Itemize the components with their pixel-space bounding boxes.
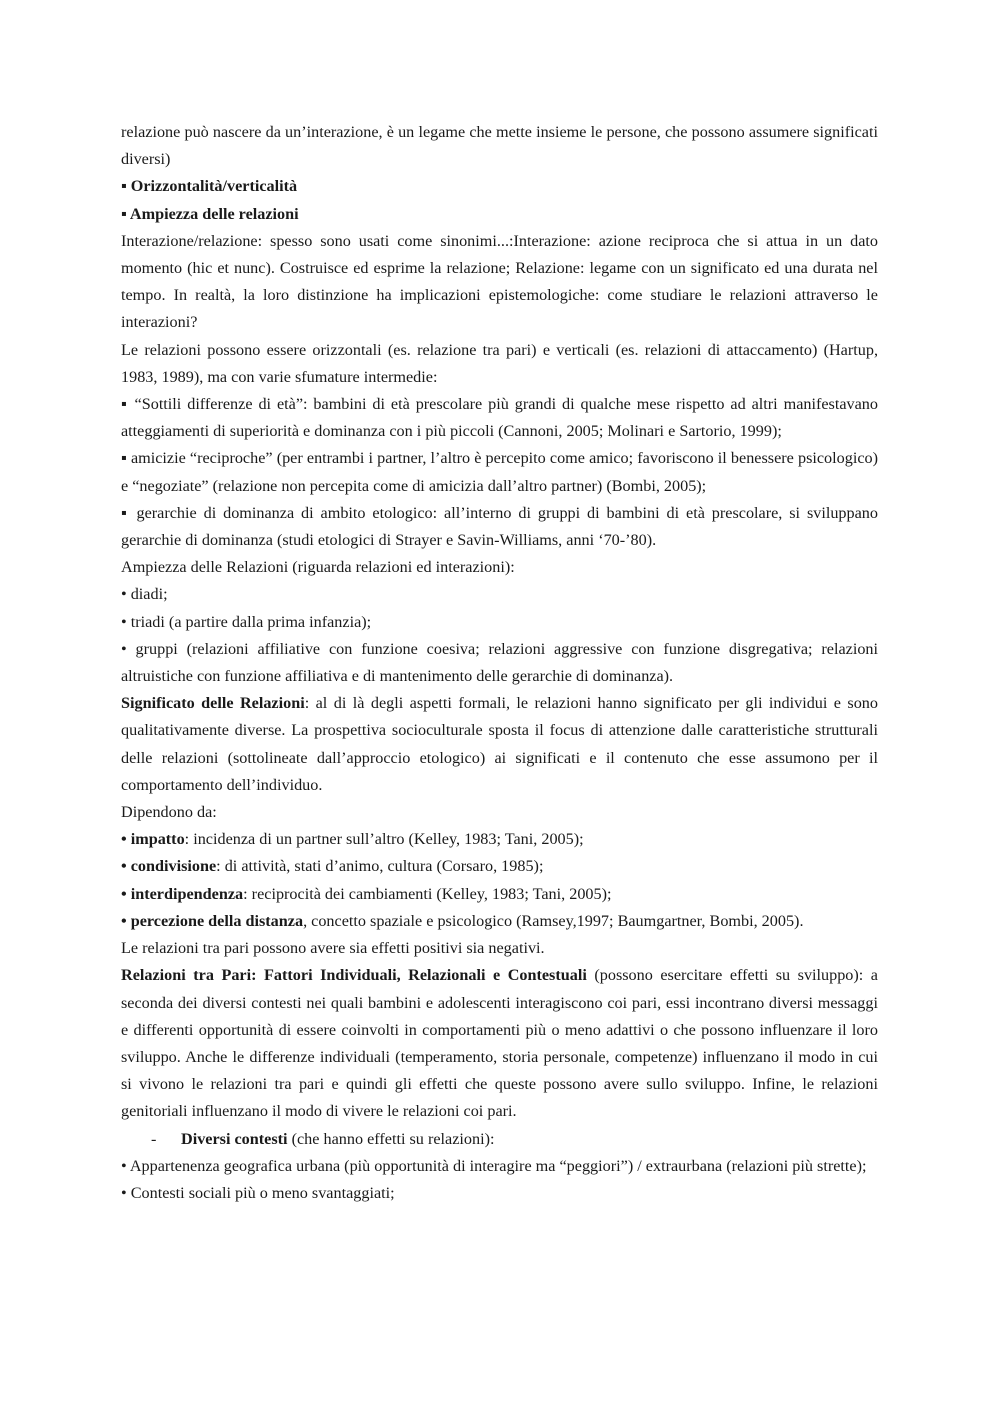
paragraph-ampiezza: Ampiezza delle Relazioni (riguarda relazioni ed interazioni): — [121, 558, 515, 577]
fattori-text: (possono esercitare effetti su sviluppo): a seconda dei diversi contesti nei quali bambini e adolescenti interagiscono coi pari, essi incontrano diversi messaggi e differenti opportunità di essere coinvolti in comportamenti più o meno adattivi o che possono influenzare il loro sviluppo. Anche le differenze individuali (temperamento, storia personale, competenze) influenzano il modo in cui si vivono le relazioni tra pari e quindi gli effetti che queste possono avere sullo sviluppo. Infine, le relazioni genitoriali influenzano il modo di vivere le relazioni coi pari. — [121, 966, 878, 1121]
list-item-diversi-contesti — [121, 1126, 878, 1153]
paragraph-dipendono: Dipendono da: — [121, 803, 217, 822]
percezione-text: , concetto spaziale e psicologico (Ramsey,1997; Baumgartner, Bombi, 2005). — [303, 911, 804, 930]
list-item-triadi: • triadi (a partire dalla prima infanzia); — [121, 612, 372, 631]
diversi-contesti-text: (che hanno effetti su relazioni): — [287, 1129, 495, 1148]
paragraph-orizzontali-verticali: Le relazioni possono essere orizzontali (es. relazione tra pari) e verticali (es. relazioni di attaccamento) (Hartup, 1983, 1989), ma con varie sfumature intermedie: — [121, 340, 878, 386]
interdipendenza-text: : reciprocità dei cambiamenti (Kelley, 1983; Tani, 2005); — [243, 884, 612, 903]
list-item-appartenenza: • Appartenenza geografica urbana (più opportunità di interagire ma “peggiori”) / extraurbana (relazioni più strette); — [121, 1156, 867, 1175]
paragraph-intro: relazione può nascere da un’interazione, è un legame che mette insieme le persone, che possono assumere significati diversi) — [121, 123, 878, 169]
heading-orizzontalita: ▪ Orizzontalità/verticalità — [121, 177, 298, 196]
document-page — [121, 119, 878, 1207]
list-item-percezione — [121, 908, 878, 935]
condivisione-text: : di attività, stati d’animo, cultura (Corsaro, 1985); — [216, 857, 544, 876]
impatto-text: : incidenza di un partner sull’altro (Kelley, 1983; Tani, 2005); — [184, 830, 584, 849]
interdipendenza-term: • interdipendenza — [121, 884, 244, 903]
list-item-gruppi: • gruppi (relazioni affiliative con funzione coesiva; relazioni aggressive con funzione disgregativa; relazioni altruistiche con funzione affiliativa e di mantenimento delle gerarchie di dominanza). — [121, 639, 878, 686]
condivisione-term: • condivisione — [121, 857, 217, 876]
dash-bullet: - — [151, 1129, 157, 1148]
list-item-amicizie: ▪ amicizie “reciproche” (per entrambi i partner, l’altro è percepito come amico; favoriscono il benessere psicologico) e “negoziate” (relazione non percepita come di amicizia dall’altro partner) (Bombi, 2005); — [121, 449, 878, 495]
significato-text: : al di là degli aspetti formali, le relazioni hanno significato per gli individui e sono qualitativamente diverse. La prospettiva socioculturale sposta il focus di attenzione dalle caratteristiche strutturali delle relazioni (sottolineate dall’approccio etologico) ai significati e il contenuto che esse assumono per il comportamento dell’individuo. — [121, 694, 878, 794]
diversi-contesti-term: Diversi contesti — [181, 1129, 288, 1148]
percezione-term: • percezione della distanza — [121, 911, 304, 930]
paragraph-fattori — [121, 962, 878, 1125]
list-item-diadi: • diadi; — [121, 585, 168, 604]
paragraph-interazione-relazione: Interazione/relazione: spesso sono usati come sinonimi...:Interazione: azione reciproca che si attua in un dato momento (hic et nunc). Costruisce ed esprime la relazione; Relazione: legame con un significato ed una durata nel tempo. In realtà, la loro distinzione ha implicazioni epistemologiche: come studiare le relazioni attraverso le interazioni? — [121, 231, 878, 332]
impatto-term: • impatto — [121, 830, 185, 849]
list-item-interdipendenza — [121, 881, 878, 908]
significato-title: Significato delle Relazioni — [121, 694, 305, 713]
heading-ampiezza: ▪ Ampiezza delle relazioni — [121, 204, 299, 223]
list-item-condivisione — [121, 853, 878, 880]
list-item-differenze-eta: ▪ “Sottili differenze di età”: bambini di età prescolare più grandi di qualche mese rispetto ad altri manifestavano atteggiamenti di superiorità e dominanza con i più piccoli (Cannoni, 2005; Molinari e Sartorio, 1999); — [121, 395, 878, 441]
list-item-gerarchie: ▪ gerarchie di dominanza di ambito etologico: all’interno di gruppi di bambini di età prescolare, si sviluppano gerarchie di dominanza (studi etologici di Strayer e Savin-Williams, anni ‘70-’80). — [121, 503, 878, 550]
paragraph-effetti: Le relazioni tra pari possono avere sia effetti positivi sia negativi. — [121, 939, 545, 958]
paragraph-significato — [121, 690, 878, 799]
list-item-contesti-sociali: • Contesti sociali più o meno svantaggiati; — [121, 1183, 395, 1202]
fattori-title: Relazioni tra Pari: Fattori Individuali, Relazionali e Contestuali — [121, 966, 587, 985]
list-item-impatto — [121, 826, 878, 853]
